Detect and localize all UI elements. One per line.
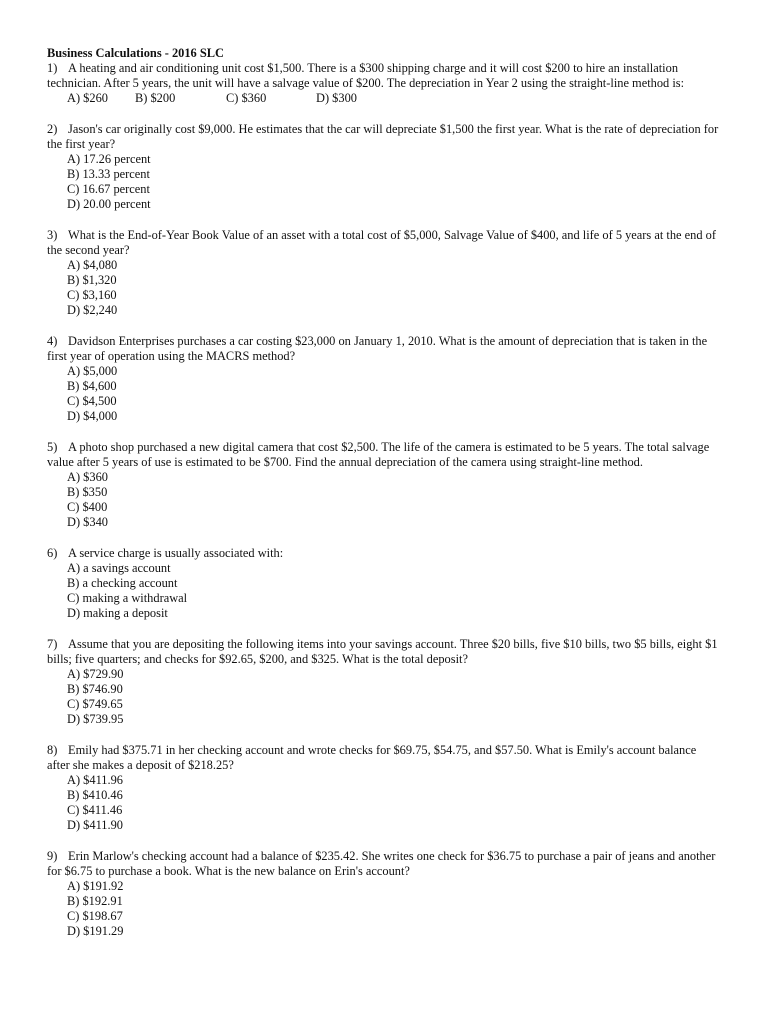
question-1 <box>47 61 719 106</box>
option-a: A) $191.92 <box>67 879 124 893</box>
question-8 <box>47 743 719 833</box>
option-b: B) $4,600 <box>67 379 117 393</box>
question-2 <box>47 122 719 212</box>
option-b: B) $1,320 <box>67 273 117 287</box>
option-list <box>47 258 719 318</box>
question-number: 4) <box>47 334 58 348</box>
option-d: D) 20.00 percent <box>67 197 151 211</box>
option-a: A) $729.90 <box>67 667 124 681</box>
option-list <box>47 364 719 424</box>
option-a: A) $5,000 <box>67 364 118 378</box>
question-number: 8) <box>47 743 58 757</box>
question-text: Emily had $375.71 in her checking account and wrote checks for $69.75, $54.75, and $57.50. What is Emily's account balance after she makes a deposit of $218.25? <box>47 743 697 772</box>
option-d: D) $4,000 <box>67 409 118 423</box>
option-d: D) $191.29 <box>67 924 124 938</box>
option-list <box>47 773 719 833</box>
option-c: C) $198.67 <box>67 909 123 923</box>
option-b: B) $746.90 <box>67 682 123 696</box>
option-c: C) $749.65 <box>67 697 123 711</box>
option-d: D) $739.95 <box>67 712 124 726</box>
option-b: B) $410.46 <box>67 788 123 802</box>
question-5 <box>47 440 719 530</box>
option-b: B) a checking account <box>67 576 178 590</box>
question-9 <box>47 849 719 939</box>
option-list <box>47 879 719 939</box>
question-number: 2) <box>47 122 58 136</box>
option-list <box>47 561 719 621</box>
option-c: C) $400 <box>67 500 108 514</box>
option-c: C) $4,500 <box>67 394 117 408</box>
option-c: C) $3,160 <box>67 288 117 302</box>
question-7 <box>47 637 719 727</box>
option-c: C) $411.46 <box>67 803 123 817</box>
option-b: B) $200 <box>135 91 176 105</box>
question-number: 7) <box>47 637 58 651</box>
question-number: 3) <box>47 228 58 242</box>
question-3 <box>47 228 719 318</box>
question-text: Jason's car originally cost $9,000. He estimates that the car will depreciate $1,500 the first year. What is the rate of depreciation for the first year? <box>47 122 719 151</box>
option-c: C) making a withdrawal <box>67 591 188 605</box>
question-text: Assume that you are depositing the following items into your savings account. Three $20 bills, five $10 bills, two $5 bills, eight $1 bills; five quarters; and checks for $92.65, $200, and $325. What is the total deposit? <box>47 637 718 666</box>
option-a: A) $411.96 <box>67 773 123 787</box>
question-text: What is the End-of-Year Book Value of an asset with a total cost of $5,000, Salvage Value of $400, and life of 5 years at the end of the second year? <box>47 228 716 257</box>
option-a: A) a savings account <box>67 561 171 575</box>
question-number: 6) <box>47 546 58 560</box>
question-text: Davidson Enterprises purchases a car costing $23,000 on January 1, 2010. What is the amount of depreciation that is taken in the first year of operation using the MACRS method? <box>47 334 708 363</box>
option-b: B) $350 <box>67 485 108 499</box>
question-text: Erin Marlow's checking account had a balance of $235.42. She writes one check for $36.75 to purchase a pair of jeans and another for $6.75 to purchase a book. What is the new balance on Erin's account? <box>47 849 716 878</box>
question-text: A photo shop purchased a new digital camera that cost $2,500. The life of the camera is estimated to be 5 years. The total salvage value after 5 years of use is estimated to be $700. Find the annual depreciation of the camera using straight-line method. <box>47 440 710 469</box>
question-text: A service charge is usually associated with: <box>68 546 284 560</box>
option-d: D) making a deposit <box>67 606 168 620</box>
option-a: A) 17.26 percent <box>67 152 151 166</box>
option-d: D) $300 <box>316 91 357 105</box>
question-number: 5) <box>47 440 58 454</box>
question-number: 9) <box>47 849 58 863</box>
option-list <box>47 152 719 212</box>
option-d: D) $411.90 <box>67 818 123 832</box>
option-d: D) $2,240 <box>67 303 118 317</box>
question-6 <box>47 546 719 621</box>
option-a: A) $360 <box>67 470 108 484</box>
option-list <box>47 667 719 727</box>
option-b: B) $192.91 <box>67 894 123 908</box>
option-b: B) 13.33 percent <box>67 167 150 181</box>
question-4 <box>47 334 719 424</box>
option-d: D) $340 <box>67 515 108 529</box>
option-list <box>47 91 719 106</box>
document-page <box>47 46 719 939</box>
document-title: Business Calculations - 2016 SLC <box>47 46 224 60</box>
option-c: C) 16.67 percent <box>67 182 150 196</box>
option-a: A) $260 <box>67 91 108 105</box>
question-text: A heating and air conditioning unit cost $1,500. There is a $300 shipping charge and it will cost $200 to hire an installation technician. After 5 years, the unit will have a salvage value of $200. The depreciation in Year 2 using the straight-line method is: <box>47 61 685 90</box>
option-c: C) $360 <box>226 91 267 105</box>
question-number: 1) <box>47 61 58 75</box>
option-a: A) $4,080 <box>67 258 118 272</box>
option-list <box>47 470 719 530</box>
